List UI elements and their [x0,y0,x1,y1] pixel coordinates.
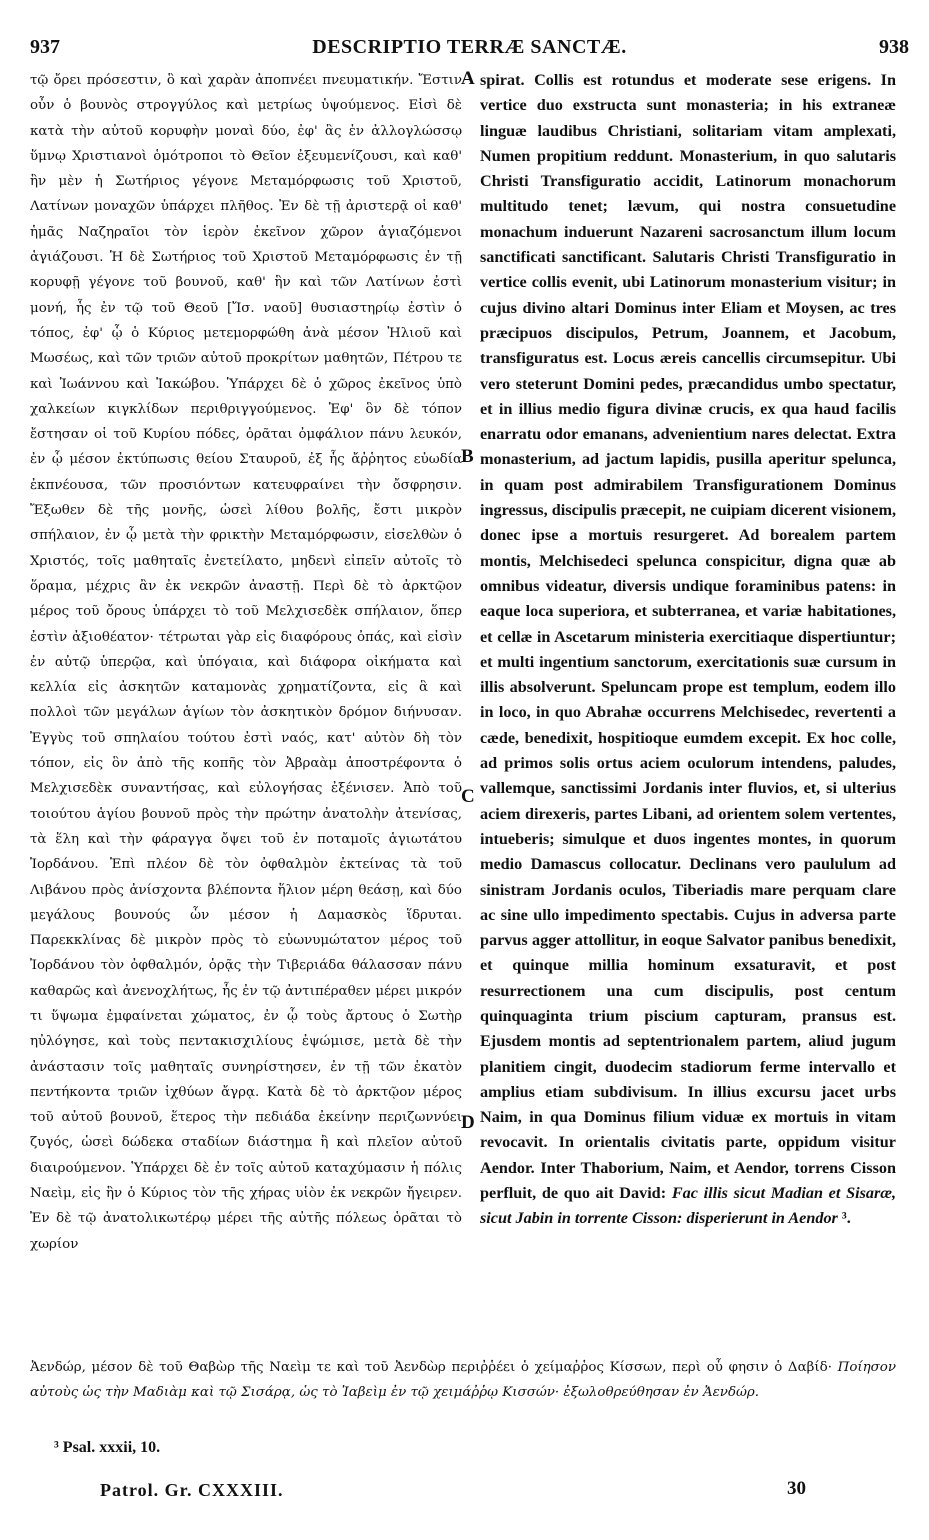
latin-column [480,68,896,1232]
footnote: ³ Psal. xxxii, 10. [54,1439,161,1456]
latin-footnote-ref: ³. [841,1209,851,1228]
greek-column [30,68,462,1257]
greek-bottom-quote: Ποίησον αὐτοὺς ὡς τὴν Μαδιὰμ καὶ τῷ Σισάρᾳ, ὡς τὸ Ἰαβεὶμ ἐν τῷ χειμάῤῥῳ Κισσών· ἐξωλοθρεύθησαν ἐν Ἀενδώρ. [30,1360,896,1400]
margin-marker-c: C [461,786,475,807]
page-number-right: 938 [879,36,909,58]
running-title: DESCRIPTIO TERRÆ SANCTÆ. [312,36,627,58]
footer-signature: 30 [787,1478,806,1499]
page-header [30,36,909,66]
latin-quote: Fac illis sicut Madian et Sisaræ, sicut Jabin in torrente Cisson: disperierunt in Aendor [480,1184,897,1228]
footer-series: Patrol. Gr. CXXXIII. [100,1480,284,1500]
greek-bottom-body: Ἀενδώρ, μέσον δὲ τοῦ Θαβὼρ τῆς Ναεὶμ τε καὶ τοῦ Ἀενδὼρ περιῤῥέει ὁ χείμαῤῥος Κίσσων, περὶ οὗ φησιν ὁ Δαβίδ· [30,1360,832,1375]
greek-bottom-text [30,1355,896,1405]
margin-marker-d: D [461,1112,475,1133]
latin-body: spirat. Collis est rotundus et moderate sese erigens. In vertice duo exstructa sunt monasteria; in his extraneæ linguæ laudibus Christiani, solitariam vitam amplexati, Numen propitium reddunt. Monasterium, in quo salutaris Christi Transfiguratio accidit, Latinorum monachorum multitudo tenet; lævum, qui nostra consuetudine monachum induerunt Nazareni sacrosanctum illum locum sanctificati sanctificant. Salutaris Christi Transfiguratio in vertice collis evenit, ubi Latinorum monasterium visitur; in cujus divino altari Dominus inter Eliam et Moysen, ac tres præcipuos discipulos, Petrum, Joannem, et Jacobum, transfiguratus est. Locus æreis cancellis circumsepitur. Ubi vero steterunt Domini pedes, præcandidus umbo spectatur, et in illius medio figura divinæ crucis, ex qua haud facilis enarratu odor emanans, advenientium nares delectat. Extra monasterium, ad jactum lapidis, pusilla aperitur spelunca, in quam post admirabilem Transfigurationem Dominus ingressus, discipulis præcepit, ne cuipiam dicerent visionem, donec ipse a mortuis resurgeret. Ad borealem partem montis, Melchisedeci spelunca conspicitur, digna quæ ab omnibus videatur, diversis undique foraminibus patens: in eaque loca superiora, et subterranea, et variæ habitationes, et cellæ in Ascetarum ministeria exercitiaque dispertiuntur; et multi ingentium sanctorum, exercitationis suæ cursum in illis absolverunt. Speluncam prope est templum, eodem illo in loco, in quo Abrahæ occurrens Melchisedec, revertenti a cæde, benedixit, hospitioque eumdem excepit. Ex hoc colle, ad primos solis ortus aciem oculorum intendens, paludes, vallemque, sanctissimi Jordanis inter fluvios, et, si ulterius aciem direxeris, partes Libani, ad orientem solem vertentes, intueberis; simulque et duos ingentes montes, in quorum medio Damascus collocatur. Declinans vero paululum ad sinistram Jordanis oculos, Tiberiadis mare perquam clare ac sine ullo impedimento spectabis. Cujus in adversa parte parvus agger attollitur, in eoque Salvator panibus benedixit, et quinque millia hominum exsaturavit, et post resurrectionem una cum discipulis, post centum quinquaginta trium piscium capturam, pransus est. Ejusdem montis ad septentrionalem partem, aliud jugum planitiem cingit, duodecim stadiorum ferme intervallo et amplius etiam subdivisum. In illius excursu jacet urbs Naim, in qua Dominus filium viduæ ex mortuis in vitam revocavit. In orientalis civitatis parte, oppidum visitur Aendor. Inter Thaborium, Naim, et Aendor, torrens Cisson perfluit, de quo ait David: [480,71,896,1203]
margin-marker-a: A [461,68,475,89]
greek-bottom-paragraph [30,1355,896,1405]
latin-text [480,68,896,1232]
margin-marker-b: B [461,446,474,467]
greek-text: τῷ ὄρει πρόσεστιν, ὃ καὶ χαρὰν ἀποπνέει πνευματικήν. Ἔστιν οὖν ὁ βουνὸς στρογγύλος καὶ μετρίως ὑψούμενος. Εἰσὶ δὲ κατὰ τὴν αὐτοῦ κορυφὴν μοναὶ δύο, ἐφ' ἃς ἐν ἀλλογλώσσῳ ὕμνῳ Χριστιανοὶ ὁμότροποι τὸ Θεῖον ἐξευμενίζουσι, καὶ καθ' ἣν μὲν ἡ Σωτήριος γέγονε Μεταμόρφωσις τοῦ Χριστοῦ, Λατίνων μοναχῶν ὑπάρχει πλῆθος. Ἐν δὲ τῇ ἀριστερᾷ οἱ καθ' ἡμᾶς Ναζηραῖοι τὸν ἱερὸν ἐκεῖνον χῶρον ἁγιαζόμενοι ἁγιάζουσι. Ἡ δὲ Σωτήριος τοῦ Χριστοῦ Μεταμόρφωσις ἐν τῇ κορυφῇ γέγονε τοῦ βουνοῦ, καθ' ἣν καὶ τῶν Λατίνων ἐστὶ μονή, ἧς ἐν τῷ τοῦ Θεοῦ [Ἴσ. ναοῦ] θυσιαστηρίῳ ἐστὶν ὁ τόπος, ἐφ' ᾧ ὁ Κύριος μετεμορφώθη ἀνὰ μέσον Ἠλιοῦ καὶ Μωσέως, καὶ τῶν τριῶν αὐτοῦ προκρίτων μαθητῶν, Πέτρου τε καὶ Ἰωάννου καὶ Ἰακώβου. Ὑπάρχει δὲ ὁ χῶρος ἐκεῖνος ὑπὸ χαλκείων κιγκλίδων περιθριγγούμενος. Ἐφ' ὃν δὲ τόπον ἔστησαν οἱ τοῦ Κυρίου πόδες, ὁρᾶται ὀμφάλιον πάνυ λευκόν, ἐν ᾧ μέσον ἐκτύπωσις θείου Σταυροῦ, ἐξ ἧς ἄῤῥητος εὐωδία ἐκπνέουσα, τῶν προσιόντων κατευφραίνει τὴν ὄσφρησιν. Ἔξωθεν δὲ τῆς μονῆς, ὡσεὶ λίθου βολῆς, ἔστι μικρὸν σπήλαιον, ἐν ᾧ μετὰ τὴν φρικτὴν Μεταμόρφωσιν, εἰσελθὼν ὁ Χριστός, τοῖς μαθηταῖς ἐνετείλατο, μηδενὶ εἰπεῖν αὐτοῖς τὸ ὅραμα, μέχρις ἂν ἐκ νεκρῶν ἀναστῇ. Περὶ δὲ τὸ ἀρκτῷον μέρος τοῦ ὄρους ὑπάρχει τὸ τοῦ Μελχισεδὲκ σπήλαιον, ὅπερ ἐστὶν ἀξιοθέατον· τέτρωται γὰρ εἰς διαφόρους ὀπάς, καὶ εἰσὶν ἐν αὐτῷ ὑπερῷα, καὶ ὑπόγαια, καὶ διάφορα οἰκήματα καὶ κελλία εἰς ἀσκητῶν καταμονὰς χρηματίζοντα, εἰς ἃ καὶ πολλοὶ τῶν μεγάλων ἁγίων τὸν ἀσκητικὸν δρόμον διήνυσαν. Ἐγγὺς τοῦ σπηλαίου τούτου ἐστὶ ναός, κατ' αὐτὸν δὴ τὸν τόπον, εἰς ὃν ἀπὸ τῆς κοπῆς τὸν Ἀβραὰμ ἀποστρέφοντα ὁ Μελχισεδὲκ συναντήσας, καὶ εὐλογήσας ἐξένισεν. Ἀπὸ τοῦ τοιούτου ἁγίου βουνοῦ πρὸς τὴν πρώτην ἀνατολὴν ἀτενίσας, τὰ ἕλη καὶ τὴν φάραγγα ὄψει τοῦ ἐν ποταμοῖς ἁγιωτάτου Ἰορδάνου. Ἐπὶ πλέον δὲ τὸν ὀφθαλμὸν ἐκτείνας τὰ τοῦ Λιβάνου πρὸς ἀνίσχοντα βλέποντα ἥλιον μέρη θεάσῃ, καὶ δύο μεγάλους βουνούς ὧν μέσον ἡ Δαμασκὸς ἵδρυται. Παρεκκλίνας δὲ μικρὸν πρὸς τὸ εὐωνυμώτατον μέρος τοῦ Ἰορδάνου τὸν ὀφθαλμόν, ὁρᾷς τὴν Τιβεριάδα θάλασσαν πάνυ καθαρῶς καὶ ἀνενοχλήτως, ἧς ἐν τῷ ἀντιπέραθεν μέρει μικρόν τι ὕψωμα ἐμφαίνεται χώματος, ἐν ᾧ τοὺς ἄρτους ὁ Σωτὴρ ηὐλόγησε, καὶ τοὺς πεντακισχιλίους ἐψώμισε, μετὰ δὲ τὴν ἀνάστασιν τοῖς μαθηταῖς συνηρίστησεν, ἐν τῇ τῶν ἑκατὸν πεντήκοντα τριῶν ἰχθύων ἄγρᾳ. Κατὰ δὲ τὸ ἀρκτῷον μέρος τοῦ αὐτοῦ βουνοῦ, ἕτερος τὴν πεδιάδα ἐκείνην περιζωννύει ζυγός, ὡσεὶ δώδεκα σταδίων διάστημα ἢ καὶ πλεῖον αὐτοῦ διαιρούμενον. Ὑπάρχει δὲ ἐν τοῖς αὐτοῦ καταχύμασιν ἡ πόλις Ναεὶμ, εἰς ἣν ὁ Κύριος τὸν τῆς χήρας υἱὸν ἐκ νεκρῶν ἤγειρεν. Ἐν δὲ τῷ ἀνατολικωτέρῳ μέρει τῆς αὐτῆς πόλεως ὁρᾶται τὸ χωρίον [30,73,462,1252]
page-number-left: 937 [30,36,60,58]
